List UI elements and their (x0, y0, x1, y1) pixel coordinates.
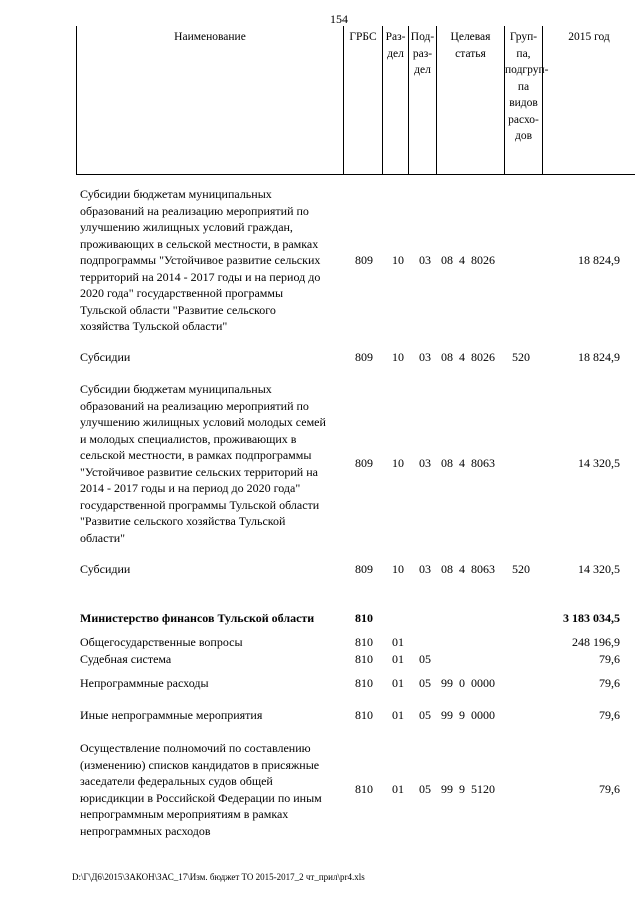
table-header (76, 26, 635, 174)
row-amount: 18 824,9 (578, 350, 620, 364)
row-razdel: 10 (392, 350, 404, 364)
row-target: 99 9 0000 (441, 708, 495, 722)
row-podrazdel: 03 (419, 456, 431, 470)
header-razdel: Раз- дел (382, 26, 408, 174)
row-name: Субсидии (80, 562, 131, 576)
row-grbs: 810 (355, 676, 373, 690)
header-year: 2015 год (542, 26, 635, 174)
row-razdel: 10 (392, 253, 404, 267)
header-divider (76, 174, 635, 175)
row-name: Общегосударственные вопросы (80, 635, 243, 649)
row-grbs: 810 (355, 611, 373, 625)
row-target: 99 9 5120 (441, 782, 495, 796)
row-grbs: 809 (355, 350, 373, 364)
row-razdel: 01 (392, 676, 404, 690)
header-grbs: ГРБС (343, 26, 382, 174)
row-amount: 79,6 (599, 708, 620, 722)
row-razdel: 01 (392, 708, 404, 722)
row-amount: 14 320,5 (578, 456, 620, 470)
row-grbs: 809 (355, 253, 373, 267)
file-path-footer: D:\Г\Д6\2015\ЗАКОН\ЗАС_17\Изм. бюджет ТО 2015-2017_2 чт_прил\pr4.xls (72, 872, 365, 882)
header-group: Груп- па, подгруп- па видов расхо- дов (504, 26, 542, 174)
row-group: 520 (512, 350, 530, 364)
row-podrazdel: 03 (419, 253, 431, 267)
row-target: 08 4 8026 (441, 253, 495, 267)
row-podrazdel: 03 (419, 562, 431, 576)
row-target: 08 4 8063 (441, 456, 495, 470)
row-amount: 79,6 (599, 652, 620, 666)
row-amount: 248 196,9 (572, 635, 620, 649)
row-amount: 18 824,9 (578, 253, 620, 267)
header-name: Наименование (76, 26, 343, 174)
row-grbs: 809 (355, 456, 373, 470)
header-target: Целевая статья (436, 26, 504, 174)
row-amount: 3 183 034,5 (563, 611, 620, 625)
row-name: Субсидии (80, 350, 131, 364)
row-grbs: 810 (355, 652, 373, 666)
row-podrazdel: 03 (419, 350, 431, 364)
row-podrazdel: 05 (419, 708, 431, 722)
row-razdel: 10 (392, 456, 404, 470)
row-podrazdel: 05 (419, 676, 431, 690)
row-name: Осуществление полномочий по составлению (изменению) списков кандидатов в присяжные заседатели федеральных судов общей юрисдикции в Российской Федерации по иным непрограммным мероприятиям в рамках непрограммных расходов (80, 741, 322, 838)
row-target: 08 4 8026 (441, 350, 495, 364)
row-name: Иные непрограммные мероприятия (80, 708, 263, 722)
row-amount: 79,6 (599, 782, 620, 796)
row-name: Министерство финансов Тульской области (80, 611, 315, 625)
row-podrazdel: 05 (419, 782, 431, 796)
header-podrazdel: Под- раз- дел (408, 26, 436, 174)
row-razdel: 01 (392, 782, 404, 796)
row-group: 520 (512, 562, 530, 576)
row-razdel: 10 (392, 562, 404, 576)
row-name: Непрограммные расходы (80, 676, 209, 690)
row-grbs: 810 (355, 782, 373, 796)
row-grbs: 810 (355, 635, 373, 649)
row-amount: 79,6 (599, 676, 620, 690)
row-razdel: 01 (392, 635, 404, 649)
row-amount: 14 320,5 (578, 562, 620, 576)
row-name: Субсидии бюджетам муниципальных образований на реализацию мероприятий по улучшению жилищных условий граждан, проживающих в сельской местности, в рамках подпрограммы "Устойчивое развитие сельских территорий на 2014 - 2017 годы и на период до 2020 года" государственной программы Тульской области "Развитие сельского хозяйства Тульской области" (80, 187, 321, 333)
row-name: Судебная система (80, 652, 172, 666)
row-podrazdel: 05 (419, 652, 431, 666)
row-target: 08 4 8063 (441, 562, 495, 576)
page-number: 154 (330, 12, 348, 26)
row-grbs: 809 (355, 562, 373, 576)
row-razdel: 01 (392, 652, 404, 666)
row-grbs: 810 (355, 708, 373, 722)
row-name: Субсидии бюджетам муниципальных образований на реализацию мероприятий по улучшению жилищных условий молодых семей и молодых специалистов, проживающих в сельской местности, в рамках подпрограммы "Устойчивое развитие сельских территорий на 2014 - 2017 годы и на период до 2020 года" государственной программы Тульской области "Развитие сельского хозяйства Тульской области" (80, 382, 326, 545)
row-target: 99 0 0000 (441, 676, 495, 690)
